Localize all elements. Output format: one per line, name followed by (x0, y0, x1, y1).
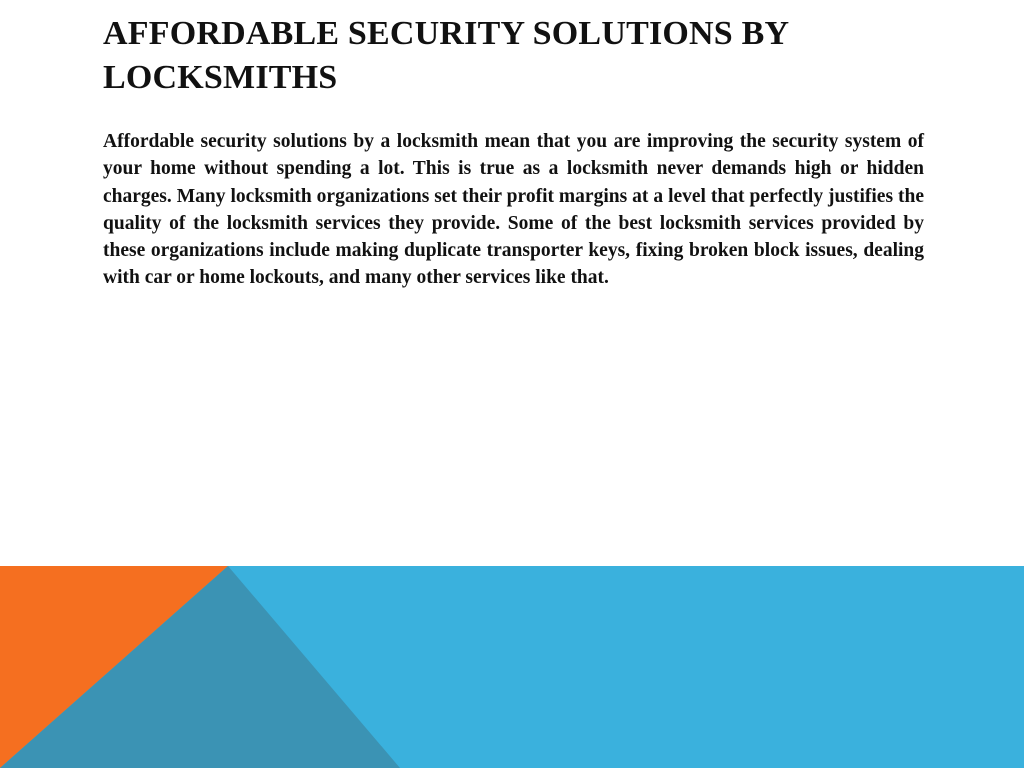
slide-body-text: Affordable security solutions by a locksmith mean that you are improving the security system of your home without spending a lot. This is true as a locksmith never demands high or hidden charges. Many locksmith organizations set their profit margins at a level that perfectly justifies the quality of the locksmith services they provide. Some of the best locksmith services provided by these organizations include making duplicate transporter keys, fixing broken block issues, dealing with car or home lockouts, and many other services like that. (103, 131, 924, 289)
slide-title: AFFORDABLE SECURITY SOLUTIONS BY LOCKSMITHS (103, 15, 788, 96)
